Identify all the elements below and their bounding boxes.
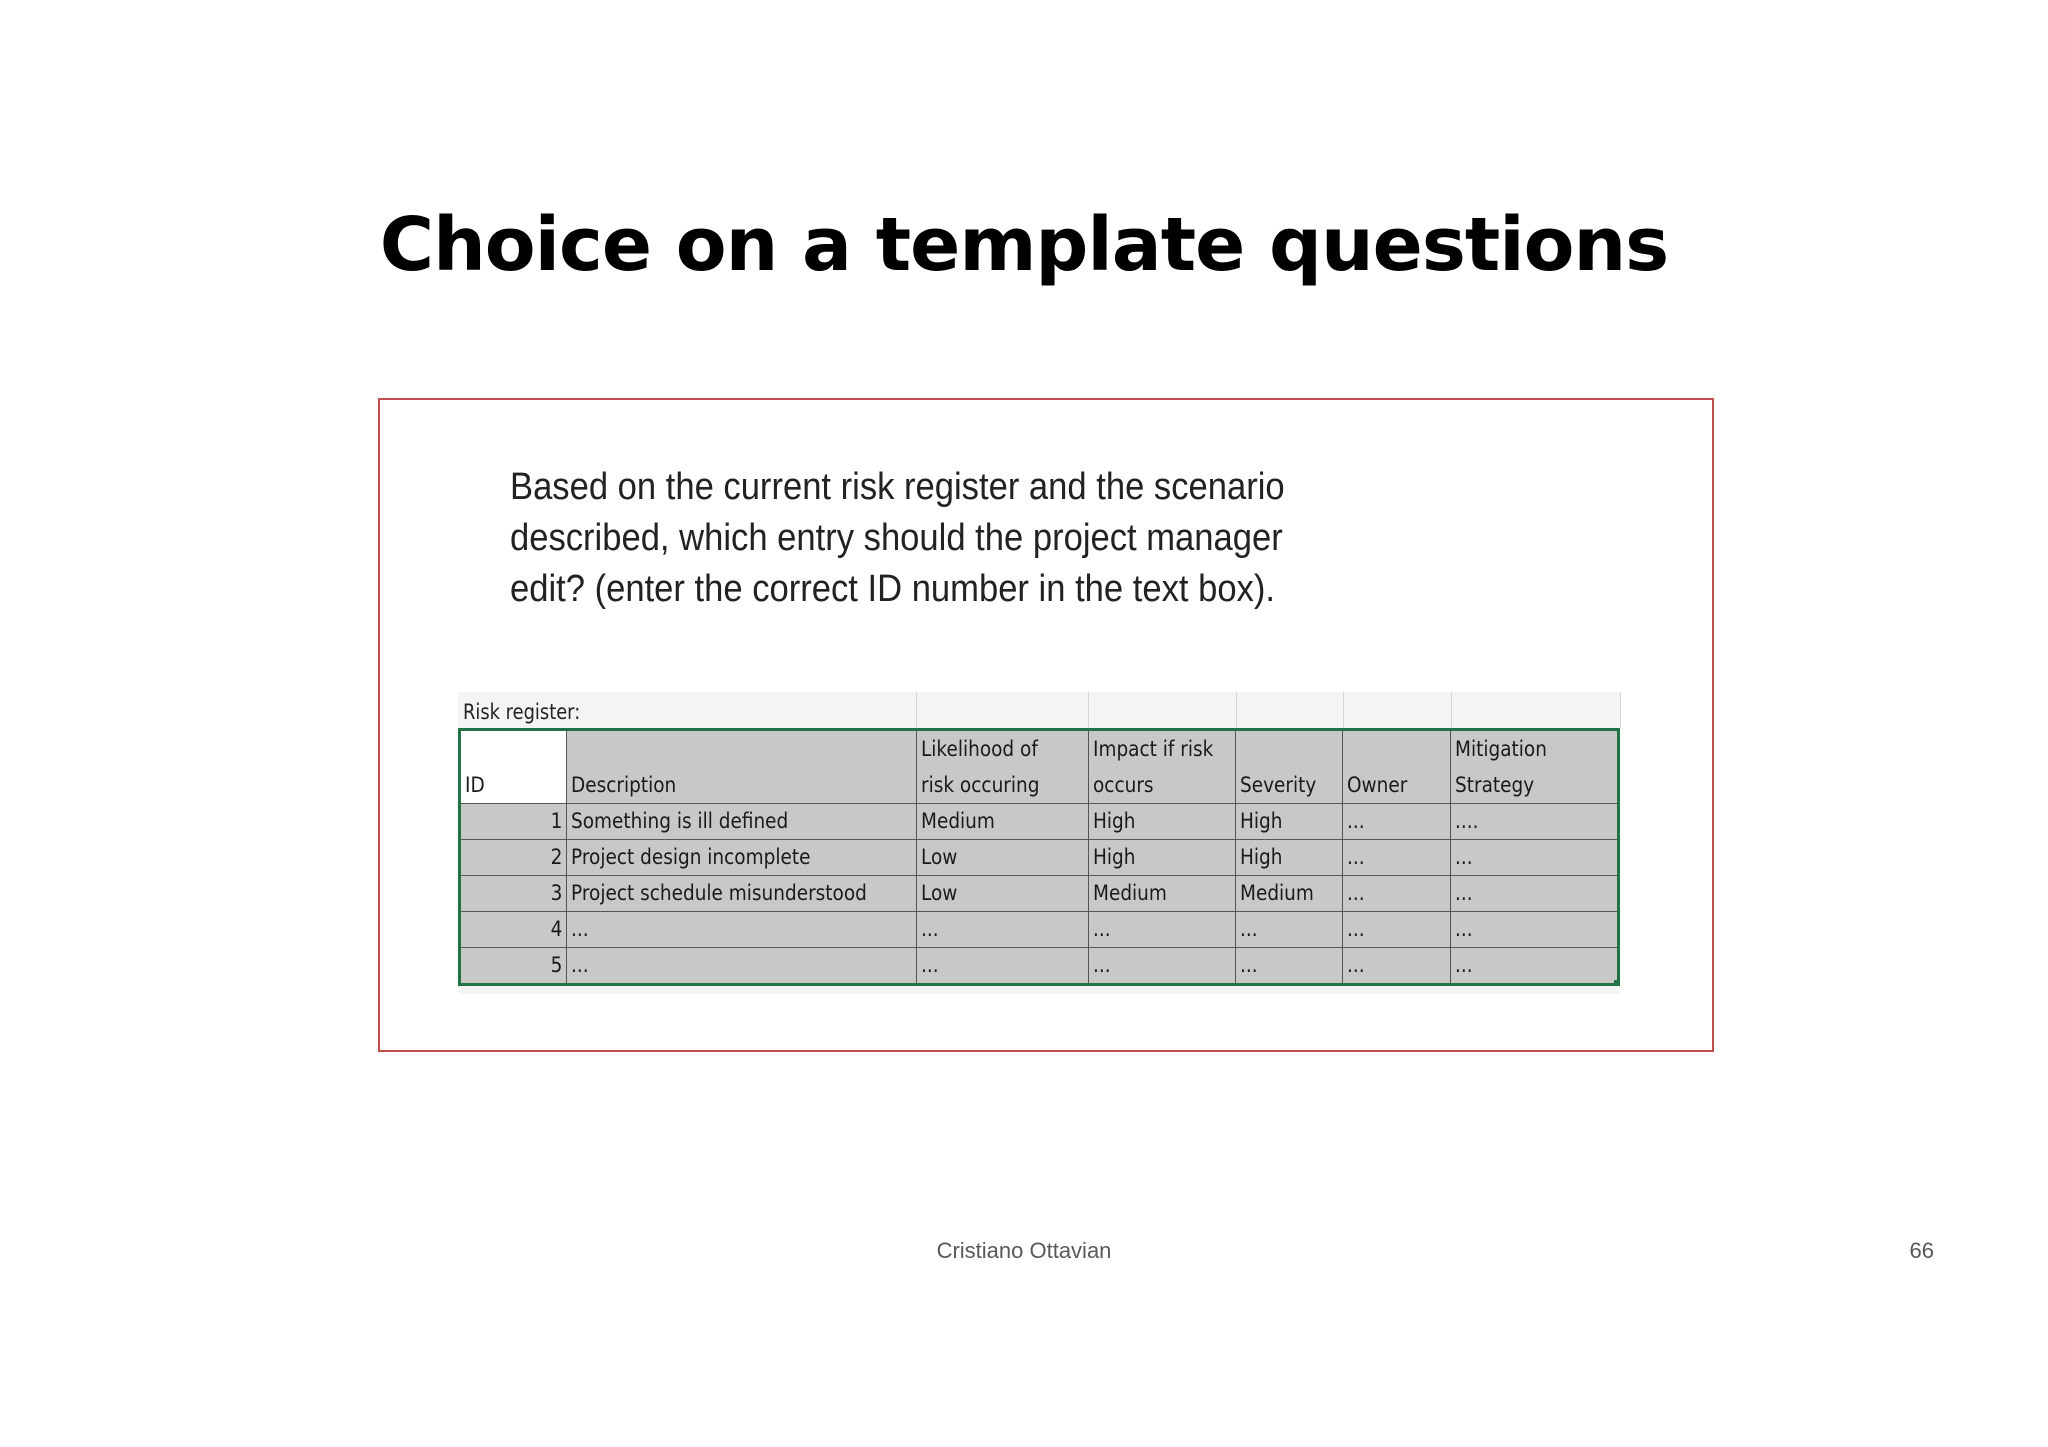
cell-likelihood[interactable]: ... — [917, 948, 1088, 985]
cell-description[interactable]: Something is ill defined — [567, 804, 917, 840]
cell-mitigation[interactable]: .... — [1450, 804, 1618, 840]
table-row — [460, 948, 1619, 985]
cell-description[interactable]: Project schedule misunderstood — [567, 876, 917, 912]
question-line: Based on the current risk register and the scenario — [510, 466, 1285, 508]
cell-impact[interactable]: ... — [1088, 948, 1235, 985]
cell-likelihood[interactable]: ... — [917, 912, 1088, 948]
cell-likelihood[interactable]: Low — [917, 840, 1088, 876]
cell-severity[interactable]: Medium — [1235, 876, 1342, 912]
cell-id[interactable]: 5 — [460, 948, 567, 985]
cell-id[interactable]: 1 — [460, 804, 567, 840]
cell-description[interactable]: ... — [567, 912, 917, 948]
cell-severity[interactable]: High — [1235, 840, 1342, 876]
cell-impact[interactable]: ... — [1088, 912, 1235, 948]
cell-severity[interactable]: ... — [1235, 912, 1342, 948]
spreadsheet — [458, 692, 1620, 994]
header-likelihood[interactable]: Likelihood of risk occuring — [917, 730, 1088, 804]
header-owner[interactable]: Owner — [1342, 730, 1450, 804]
fill-handle[interactable] — [1614, 980, 1619, 985]
table-row — [460, 804, 1619, 840]
header-description[interactable]: Description — [567, 730, 917, 804]
table-row — [460, 876, 1619, 912]
cell-id[interactable]: 3 — [460, 876, 567, 912]
cell-severity[interactable]: ... — [1235, 948, 1342, 985]
register-label: Risk register: — [463, 700, 581, 724]
question-line: edit? (enter the correct ID number in the text box). — [510, 568, 1275, 610]
cell-mitigation[interactable]: ... — [1450, 840, 1618, 876]
cell-id[interactable]: 4 — [460, 912, 567, 948]
cell-description[interactable]: ... — [567, 948, 917, 985]
question-screenshot-frame — [378, 398, 1714, 1052]
table-row — [460, 840, 1619, 876]
cell-severity[interactable]: High — [1235, 804, 1342, 840]
question-line: described, which entry should the project manager — [510, 517, 1283, 559]
slide-title: Choice on a template questions — [379, 202, 1669, 288]
cell-owner[interactable]: ... — [1342, 804, 1450, 840]
cell-mitigation[interactable]: ... — [1450, 948, 1618, 985]
cell-likelihood[interactable]: Low — [917, 876, 1088, 912]
cell-impact[interactable]: High — [1088, 804, 1235, 840]
cell-owner[interactable]: ... — [1342, 876, 1450, 912]
header-mitigation[interactable]: Mitigation Strategy — [1450, 730, 1618, 804]
cell-impact[interactable]: High — [1088, 840, 1235, 876]
cell-owner[interactable]: ... — [1342, 912, 1450, 948]
header-severity[interactable]: Severity — [1235, 730, 1342, 804]
header-impact[interactable]: Impact if risk occurs — [1088, 730, 1235, 804]
cell-owner[interactable]: ... — [1342, 948, 1450, 985]
cell-description[interactable]: Project design incomplete — [567, 840, 917, 876]
cell-mitigation[interactable]: ... — [1450, 912, 1618, 948]
footer-author: Cristiano Ottavian — [936, 1238, 1112, 1263]
header-id[interactable]: ID — [460, 730, 567, 804]
cell-mitigation[interactable]: ... — [1450, 876, 1618, 912]
risk-register-table — [458, 728, 1620, 986]
table-header-row — [460, 730, 1619, 804]
cell-owner[interactable]: ... — [1342, 840, 1450, 876]
table-row — [460, 912, 1619, 948]
cell-impact[interactable]: Medium — [1088, 876, 1235, 912]
page-number: 66 — [1909, 1238, 1934, 1263]
cell-likelihood[interactable]: Medium — [917, 804, 1088, 840]
cell-id[interactable]: 2 — [460, 840, 567, 876]
question-text — [510, 462, 1402, 615]
